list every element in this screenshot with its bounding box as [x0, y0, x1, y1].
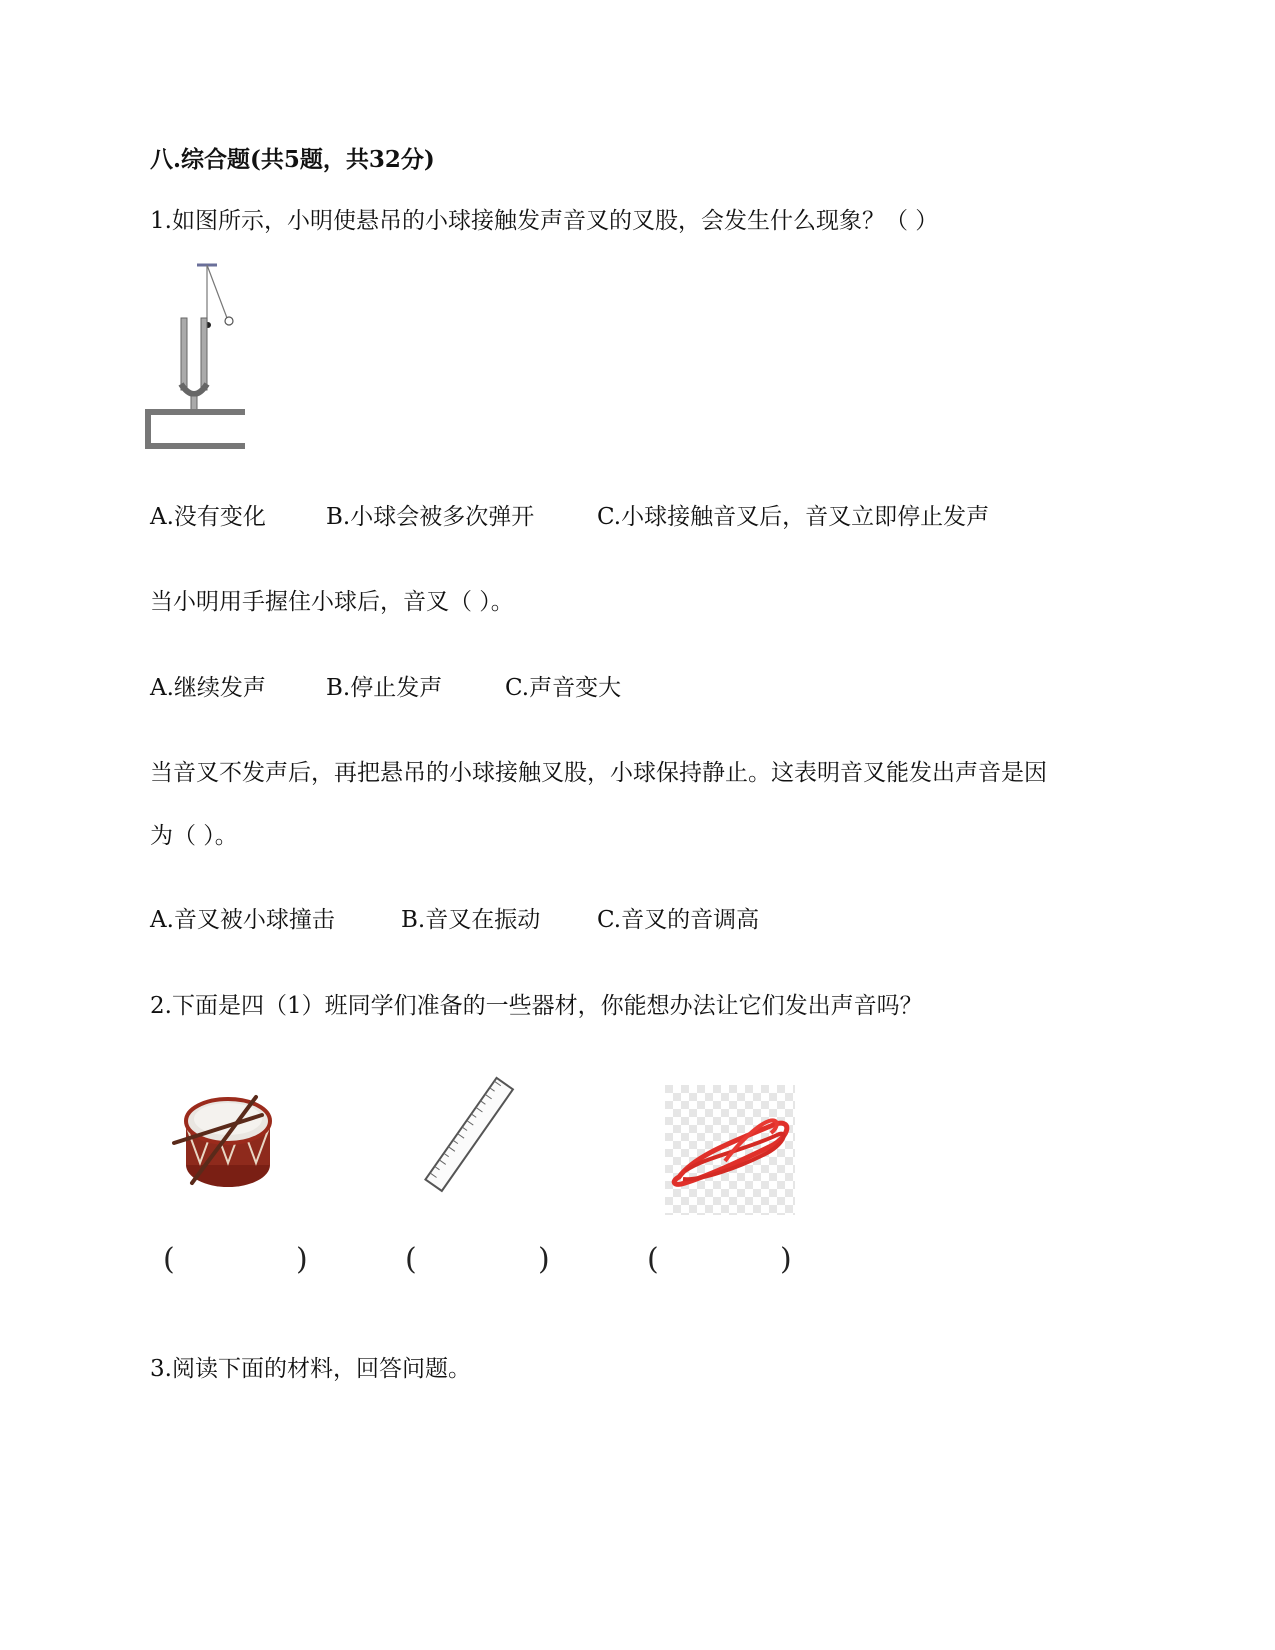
q2-stem: 2.下面是四（1）班同学们准备的一些器材，你能想办法让它们发出声音吗？ — [150, 993, 923, 1019]
q2-item1-left-paren: ( — [163, 1242, 175, 1277]
tuning-fork-figure — [145, 262, 255, 452]
q2-item2-left-paren: ( — [405, 1242, 417, 1277]
q2-item1-right-paren: ) — [296, 1242, 308, 1277]
q1-sub2-option-a: A.继续发声 — [150, 675, 266, 701]
q3-stem: 3.阅读下面的材料，回答问题。 — [150, 1356, 471, 1382]
q1-option-c: C.小球接触音叉后，音叉立即停止发声 — [597, 504, 990, 530]
q1-sub3-option-a: A.音叉被小球撞击 — [150, 907, 335, 933]
ruler-icon — [420, 1070, 520, 1200]
rubber-band-icon — [665, 1085, 795, 1215]
q1-sub3-option-c: C.音叉的音调高 — [597, 907, 760, 933]
q1-sub3-option-b: B.音叉在振动 — [401, 907, 541, 933]
q1-option-a: A.没有变化 — [150, 504, 266, 530]
drum-icon — [170, 1085, 280, 1200]
q1-stem: 1.如图所示，小明使悬吊的小球接触发声音叉的叉股，会发生什么现象？（ ） — [150, 208, 939, 234]
q1-sub2-option-b: B.停止发声 — [326, 675, 443, 701]
q1-option-b: B.小球会被多次弹开 — [326, 504, 535, 530]
section-title: 八.综合题(共5题，共32分) — [150, 146, 435, 173]
q1-sub2-option-c: C.声音变大 — [505, 675, 622, 701]
q2-item3-left-paren: ( — [647, 1242, 659, 1277]
q1-sub3-line2: 为（ ）。 — [150, 823, 238, 849]
q1-sub2: 当小明用手握住小球后，音叉（ ）。 — [150, 589, 514, 615]
q2-item3-right-paren: ) — [780, 1242, 792, 1277]
q1-sub3-line1: 当音叉不发声后，再把悬吊的小球接触叉股，小球保持静止。这表明音叉能发出声音是因 — [150, 760, 1047, 786]
q2-item2-right-paren: ) — [538, 1242, 550, 1277]
